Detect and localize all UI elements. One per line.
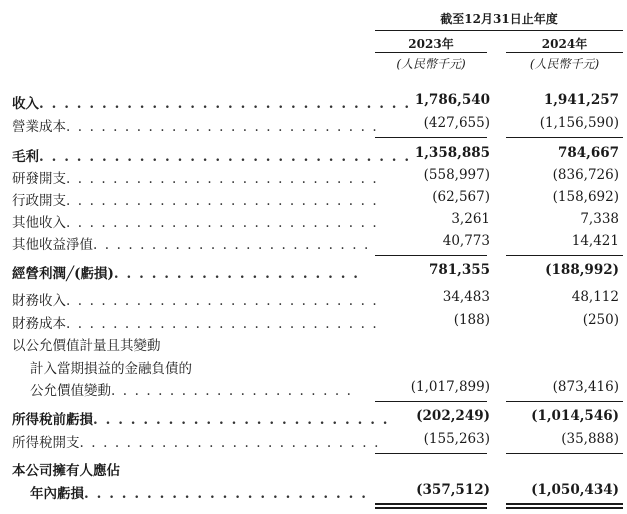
value-2024-cost-of-sales: (1,156,590) (539, 115, 619, 131)
column-unit-2024: (人民幣千元) (529, 57, 600, 71)
leader-dots: . . . . . . . . . . . . . . . . . . . . . . . . (93, 237, 370, 253)
value-2024-revenue: 1,941,257 (543, 92, 619, 108)
row-label-fair-value-line2: 計入當期損益的金融負債的 (30, 361, 192, 377)
value-2023-admin-expenses: (62,567) (432, 189, 490, 205)
value-2024-loss-before-tax: (1,014,546) (531, 408, 619, 424)
leader-dots: . . . . . . . . . . . . . . . . . . . . . . . . . . (79, 435, 380, 451)
leader-dots: . . . . . . . . . . . . . . . . . . . . . . . . . . . . . . (39, 149, 411, 165)
value-2024-gross-profit: 784,667 (557, 145, 619, 161)
row-label-fair-value-changes: 公允價值變動. . . . . . . . . . . . . . . . . . . . . (30, 383, 353, 399)
row-label-rd-expenses: 研發開支. . . . . . . . . . . . . . . . . . . . . . . . . . . (12, 171, 379, 187)
row-label-gross-profit: 毛利. . . . . . . . . . . . . . . . . . . . . . . . . . . . . . (12, 149, 411, 165)
leader-dots: . . . . . . . . . . . . . . . . . . . . . . . . (93, 412, 390, 428)
total-double-rule-2024-a (506, 503, 623, 505)
value-2023-fair-value-changes: (1,017,899) (410, 379, 490, 395)
total-double-rule-2023-b (375, 507, 487, 509)
value-2024-loss-for-year: (1,050,434) (531, 482, 619, 498)
leader-dots: . . . . . . . . . . . . . . . . . . . . . . . . . . . (66, 171, 379, 187)
value-2024-other-gains-net: 14,421 (571, 233, 619, 249)
row-label-cost-of-sales: 營業成本. . . . . . . . . . . . . . . . . . . . . . . . . . . (12, 119, 379, 135)
row-label-attributable-line1: 本公司擁有人應佔 (12, 463, 120, 479)
row-label-income-tax: 所得稅開支. . . . . . . . . . . . . . . . . . . . . . . . . . (12, 435, 380, 451)
value-2024-other-income: 7,338 (580, 211, 619, 227)
value-2023-other-gains-net: 40,773 (442, 233, 490, 249)
leader-dots: . . . . . . . . . . . . . . . . . . . . . . . . . . . (66, 293, 379, 309)
value-2023-loss-for-year: (357,512) (416, 482, 490, 498)
leader-dots: . . . . . . . . . . . . . . . . . . . . . . . . . . . (66, 215, 379, 231)
leader-dots: . . . . . . . . . . . . . . . . . . . . (113, 266, 360, 282)
period-header: 截至12月31日止年度 (440, 12, 558, 26)
value-2024-operating-profit-loss: (188,992) (545, 262, 619, 278)
subtotal-rule-2024 (506, 453, 623, 454)
column-header-2024-rule (506, 52, 623, 53)
value-2023-other-income: 3,261 (451, 211, 490, 227)
column-header-2023: 2023年 (408, 37, 454, 51)
row-label-finance-costs: 財務成本. . . . . . . . . . . . . . . . . . . . . . . . . . . (12, 316, 379, 332)
column-header-2024: 2024年 (541, 37, 588, 51)
subtotal-rule-2024 (506, 401, 623, 402)
value-2024-rd-expenses: (836,726) (552, 167, 619, 183)
row-label-loss-before-tax: 所得稅前虧損. . . . . . . . . . . . . . . . . . . . . . . . (12, 412, 390, 428)
value-2023-finance-costs: (188) (453, 312, 490, 328)
row-label-operating-profit-loss: 經營利潤╱(虧損). . . . . . . . . . . . . . . . . . . . (12, 266, 360, 282)
row-label-admin-expenses: 行政開支. . . . . . . . . . . . . . . . . . . . . . . . . . . (12, 193, 379, 209)
value-2023-revenue: 1,786,540 (414, 92, 490, 108)
value-2024-income-tax: (35,888) (561, 431, 619, 447)
subtotal-rule-2024 (506, 137, 623, 138)
row-label-other-income: 其他收入. . . . . . . . . . . . . . . . . . . . . . . . . . . (12, 215, 379, 231)
value-2024-finance-costs: (250) (582, 312, 619, 328)
row-label-revenue: 收入. . . . . . . . . . . . . . . . . . . . . . . . . . . . . . (12, 96, 411, 112)
value-2023-finance-income: 34,483 (442, 289, 490, 305)
subtotal-rule-2023 (375, 453, 487, 454)
column-unit-2023: (人民幣千元) (396, 57, 466, 71)
value-2023-gross-profit: 1,358,885 (414, 145, 490, 161)
leader-dots: . . . . . . . . . . . . . . . . . . . . . . . (84, 486, 368, 502)
row-label-loss-for-year: 年內虧損. . . . . . . . . . . . . . . . . . . . . . . (30, 486, 368, 502)
leader-dots: . . . . . . . . . . . . . . . . . . . . . . . . . . . . . . (39, 96, 411, 112)
leader-dots: . . . . . . . . . . . . . . . . . . . . . . . . . . . (66, 316, 379, 332)
row-label-finance-income: 財務收入. . . . . . . . . . . . . . . . . . . . . . . . . . . (12, 293, 379, 309)
row-label-fair-value-line1: 以公允價值計量且其變動 (12, 338, 161, 354)
value-2024-admin-expenses: (158,692) (552, 189, 619, 205)
subtotal-rule-2023 (375, 255, 487, 256)
leader-dots: . . . . . . . . . . . . . . . . . . . . . (111, 383, 353, 399)
value-2024-finance-income: 48,112 (571, 289, 619, 305)
period-header-rule (375, 30, 623, 31)
subtotal-rule-2024 (506, 255, 623, 256)
total-double-rule-2023-a (375, 503, 487, 505)
leader-dots: . . . . . . . . . . . . . . . . . . . . . . . . . . . (66, 193, 379, 209)
value-2023-loss-before-tax: (202,249) (416, 408, 490, 424)
value-2024-fair-value-changes: (873,416) (552, 379, 619, 395)
total-double-rule-2024-b (506, 507, 623, 509)
subtotal-rule-2023 (375, 137, 487, 138)
column-header-2023-rule (375, 52, 487, 53)
row-label-other-gains-net: 其他收益淨值. . . . . . . . . . . . . . . . . . . . . . . . (12, 237, 370, 253)
value-2023-rd-expenses: (558,997) (423, 167, 490, 183)
leader-dots: . . . . . . . . . . . . . . . . . . . . . . . . . . . (66, 119, 379, 135)
value-2023-operating-profit-loss: 781,355 (428, 262, 490, 278)
value-2023-income-tax: (155,263) (423, 431, 490, 447)
value-2023-cost-of-sales: (427,655) (423, 115, 490, 131)
subtotal-rule-2023 (375, 401, 487, 402)
